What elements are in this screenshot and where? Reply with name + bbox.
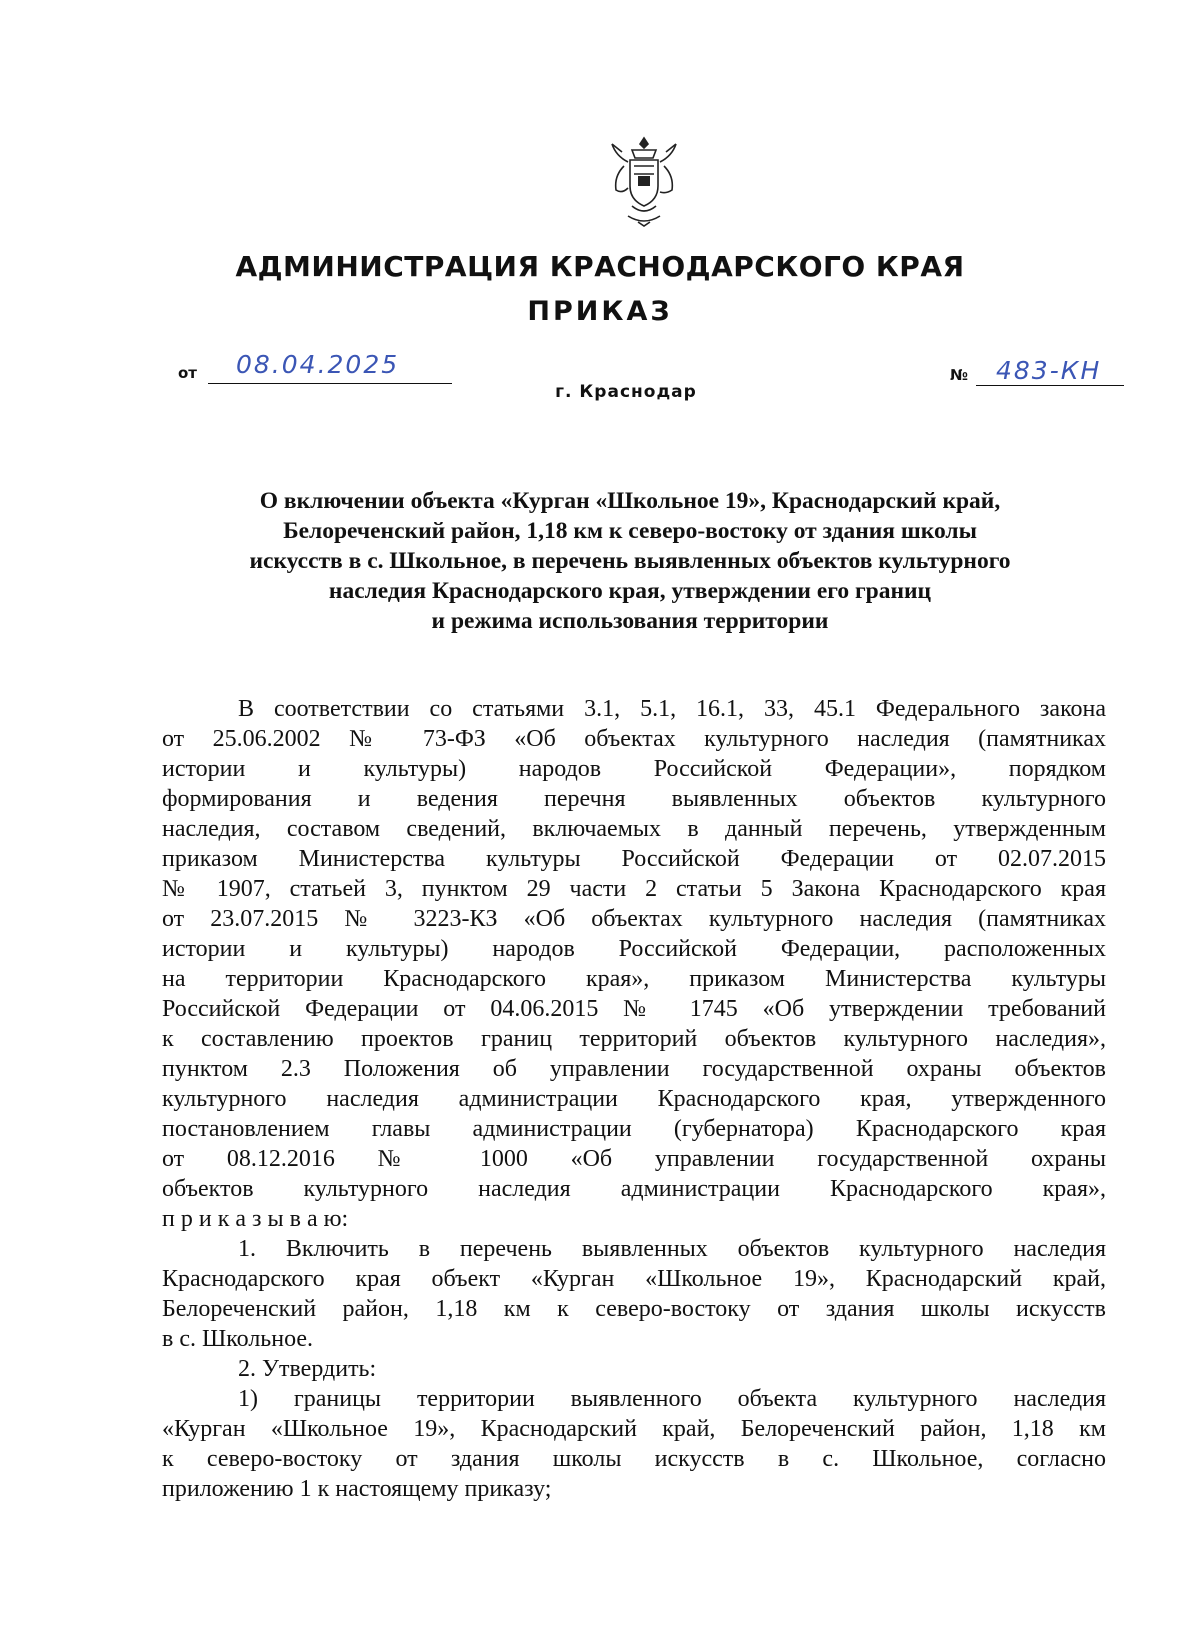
subject-line: О включении объекта «Курган «Школьное 19», Краснодарский край,: [259, 488, 1001, 514]
document-subject: [170, 486, 1090, 636]
body-line: к составлению проектов границ территорий объектов культурного наследия»,: [162, 1026, 1106, 1052]
body-line: формирования и ведения перечня выявленных объектов культурного: [162, 786, 1106, 812]
number-handwritten: 483-КН: [996, 356, 1102, 385]
body-line: истории и культуры) народов Российской Федерации, расположенных: [162, 936, 1106, 962]
body-line: истории и культуры) народов Российской Федерации», порядком: [162, 756, 1106, 782]
body-line: В соответствии со статьями 3.1, 5.1, 16.1, 33, 45.1 Федерального закона: [238, 696, 1106, 722]
body-line: приложению 1 к настоящему приказу;: [162, 1476, 552, 1502]
document-body: [162, 694, 1106, 1504]
body-line: Российской Федерации от 04.06.2015 № 1745 «Об утверждении требований: [162, 996, 1106, 1022]
body-line: 1. Включить в перечень выявленных объектов культурного наследия: [238, 1236, 1106, 1262]
body-line: пунктом 2.3 Положения об управлении государственной охраны объектов: [162, 1056, 1106, 1082]
body-line: 1) границы территории выявленного объекта культурного наследия: [238, 1386, 1106, 1412]
city: г. Краснодар: [555, 382, 697, 402]
body-line: 2. Утвердить:: [238, 1356, 377, 1382]
body-line: постановлением главы администрации (губернатора) Краснодарского края: [162, 1116, 1106, 1142]
subject-line: искусств в с. Школьное, в перечень выявленных объектов культурного: [249, 548, 1011, 574]
subject-line: наследия Краснодарского края, утверждении его границ: [328, 578, 932, 604]
document-type: ПРИКАЗ: [527, 296, 673, 327]
coat-of-arms-icon: [608, 136, 680, 228]
body-line: на территории Краснодарского края», приказом Министерства культуры: [162, 966, 1106, 992]
body-line: от 25.06.2002 № 73-ФЗ «Об объектах культурного наследия (памятниках: [162, 726, 1106, 752]
body-line: № 1907, статьей 3, пунктом 29 части 2 статьи 5 Закона Краснодарского края: [162, 876, 1106, 902]
body-line: культурного наследия администрации Краснодарского края, утвержденного: [162, 1086, 1106, 1112]
body-line: п р и к а з ы в а ю:: [162, 1206, 349, 1232]
date-label: от: [178, 364, 197, 382]
body-line: объектов культурного наследия администрации Краснодарского края»,: [162, 1176, 1106, 1202]
body-line: к северо-востоку от здания школы искусств в с. Школьное, согласно: [162, 1446, 1106, 1472]
organization-title: АДМИНИСТРАЦИЯ КРАСНОДАРСКОГО КРАЯ: [235, 250, 965, 283]
body-line: Краснодарского края объект «Курган «Школьное 19», Краснодарский край,: [162, 1266, 1106, 1292]
body-line: «Курган «Школьное 19», Краснодарский край, Белореченский район, 1,18 км: [162, 1416, 1106, 1442]
body-line: приказом Министерства культуры Российской Федерации от 02.07.2015: [162, 846, 1106, 872]
number-label: №: [950, 366, 969, 384]
body-line: от 08.12.2016 № 1000 «Об управлении государственной охраны: [162, 1146, 1106, 1172]
subject-line: и режима использования территории: [431, 608, 829, 634]
body-line: в с. Школьное.: [162, 1326, 314, 1352]
body-line: наследия, составом сведений, включаемых в данный перечень, утвержденным: [162, 816, 1106, 842]
date-handwritten: 08.04.2025: [236, 350, 400, 379]
subject-line: Белореченский район, 1,18 км к северо-востоку от здания школы: [283, 518, 977, 544]
body-line: Белореченский район, 1,18 км к северо-востоку от здания школы искусств: [162, 1296, 1106, 1322]
body-line: от 23.07.2015 № 3223-КЗ «Об объектах культурного наследия (памятниках: [162, 906, 1106, 932]
